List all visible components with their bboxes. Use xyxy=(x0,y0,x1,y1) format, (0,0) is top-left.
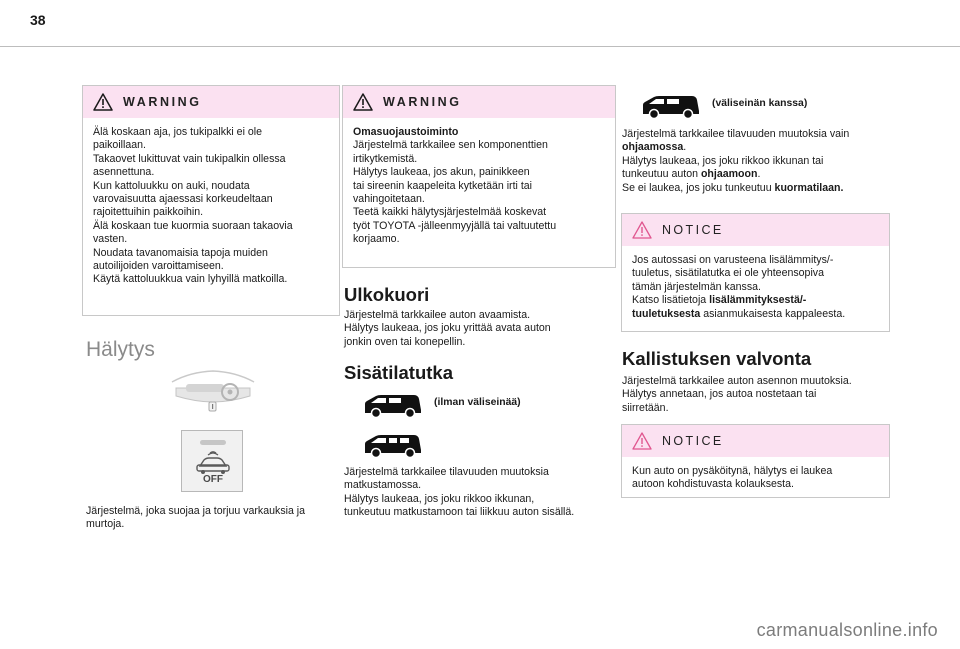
text-line: Älä koskaan aja, jos tukipalkki ei ole xyxy=(93,126,263,138)
text-line xyxy=(622,182,892,195)
text-line: Hälytys annetaan, jos autoa nostetaan tai xyxy=(622,388,817,401)
section-heading-sisatilatutka: Sisätilatutka xyxy=(344,362,453,383)
text-line: jonkin oven tai konepellin. xyxy=(344,335,466,348)
text-line: matkustamossa. xyxy=(344,479,422,492)
bold-term: ohjaamossa xyxy=(622,141,684,154)
text-line: Noudata tavanomaisia tapoja muiden xyxy=(93,246,268,259)
variant-label: (väliseinän kanssa) xyxy=(712,98,808,109)
warning-title: WARNING xyxy=(383,95,462,109)
warning-box-self-protection xyxy=(342,85,616,268)
text-line: varovaisuutta ajaessasi korkeudeltaan xyxy=(93,193,273,206)
warning-header xyxy=(83,86,339,118)
text-fragment: . xyxy=(683,141,687,154)
text-line xyxy=(632,308,879,321)
van-icon xyxy=(362,432,424,458)
text-line: tai sireenin kaapeleita kytketään irti tai xyxy=(353,179,533,192)
off-label: OFF xyxy=(203,474,223,485)
text-line: autoon kohdistuvasta kolauksesta. xyxy=(632,478,794,491)
text-line: Kun auto on pysäköitynä, hälytys ei laukea xyxy=(632,465,833,477)
ulkokuori-description xyxy=(344,309,618,349)
warning-box-support-bar xyxy=(82,85,340,316)
notice-box-heater xyxy=(621,213,890,332)
van-icon xyxy=(362,392,424,418)
page-number: 38 xyxy=(30,12,46,28)
text-line: murtoja. xyxy=(86,518,125,531)
text-line: Takaovet lukittuvat vain tukipalkin ollessa xyxy=(93,152,286,165)
notice-triangle-icon xyxy=(632,221,652,239)
variant-with-partition xyxy=(640,93,807,119)
text-line: asennettuna. xyxy=(93,166,155,179)
section-heading-kallistus: Kallistuksen valvonta xyxy=(622,348,812,369)
text-fragment: Se ei laukea, jos joku tunkeutuu xyxy=(622,181,775,194)
text-line xyxy=(632,294,879,307)
alarm-off-button-image xyxy=(181,430,243,492)
text-line: Järjestelmä tarkkailee auton avaamista. xyxy=(344,309,531,321)
van-icon-row xyxy=(362,432,424,458)
text-line: paikoillaan. xyxy=(93,139,147,152)
notice-triangle-icon xyxy=(632,432,652,450)
text-line xyxy=(622,141,892,154)
roof-console-illustration xyxy=(170,366,256,416)
bold-term: lisälämmityksestä/- xyxy=(709,294,807,307)
bold-term: tuuletuksesta xyxy=(632,307,701,320)
text-line: rajoitettuihin paikkoihin. xyxy=(93,206,204,219)
text-fragment: Katso lisätietoja xyxy=(632,294,710,307)
notice-text xyxy=(622,457,889,492)
text-line: tunkeutuu matkustamoon tai liikkuu auton sisällä. xyxy=(344,506,575,519)
text-line: Järjestelmä tarkkailee tilavuuden muutoksia vain xyxy=(622,128,850,140)
text-line: Hälytys laukeaa, jos akun, painikkeen xyxy=(353,166,530,179)
text-line: Älä koskaan tue kuormia suoraan takaovia xyxy=(93,219,293,232)
variant-without-partition xyxy=(362,392,521,418)
sisatilatutka-description xyxy=(344,466,618,520)
section-heading-halytys: Hälytys xyxy=(86,338,155,361)
notice-text xyxy=(622,246,889,321)
notice-title: NOTICE xyxy=(662,223,724,237)
text-line: Järjestelmä tarkkailee auton asennon muutoksia. xyxy=(622,375,852,387)
watermark: carmanualsonline.info xyxy=(756,620,938,640)
text-line: Hälytys laukeaa, jos joku yrittää avata auton xyxy=(344,322,551,335)
notice-title: NOTICE xyxy=(662,434,724,448)
text-fragment: . xyxy=(757,168,761,181)
text-line: Hälytys laukeaa, jos joku rikkoo ikkunan tai xyxy=(622,154,824,167)
text-line: vahingoitetaan. xyxy=(353,193,425,206)
kallistus-description xyxy=(622,375,892,415)
warning-header xyxy=(343,86,615,118)
section-heading-ulkokuori: Ulkokuori xyxy=(344,284,430,305)
text-line: tuuletus, sisätilatutka ei ole yhteensopiva xyxy=(632,267,824,280)
bold-term: kuormatilaan. xyxy=(774,181,844,194)
text-line: tämän järjestelmän kanssa. xyxy=(632,280,761,293)
bold-term: ohjaamoon xyxy=(700,168,758,181)
partition-description xyxy=(622,128,892,195)
text-line: Järjestelmä tarkkailee sen komponenttien xyxy=(353,139,548,152)
text-line: Teetä kaikki hälytysjärjestelmää koskevat xyxy=(353,206,547,219)
van-icon xyxy=(640,93,702,119)
text-line: Järjestelmä, joka suojaa ja torjuu varkauksia ja xyxy=(86,505,306,517)
text-line: työt TOYOTA -jälleenmyyjällä tai valtuutettu xyxy=(353,219,557,232)
warning-triangle-icon xyxy=(93,93,113,111)
text-fragment: tunkeutuu auton xyxy=(622,168,701,181)
text-line xyxy=(622,168,892,181)
halytys-description xyxy=(86,505,344,532)
text-line: korjaamo. xyxy=(353,233,400,246)
text-fragment: asianmukaisesta kappaleesta. xyxy=(700,307,846,320)
text-line: Järjestelmä tarkkailee tilavuuden muutoksia xyxy=(344,466,549,478)
warning-text xyxy=(343,118,615,247)
text-line: Käytä kattoluukkua vain lyhyillä matkoilla. xyxy=(93,273,288,286)
warning-text xyxy=(83,118,339,287)
notice-header xyxy=(622,425,889,457)
notice-header xyxy=(622,214,889,246)
variant-label: (ilman väliseinää) xyxy=(434,397,521,408)
warning-triangle-icon xyxy=(353,93,373,111)
text-line: Jos autossasi on varusteena lisälämmitys/- xyxy=(632,254,834,266)
text-line: Kun kattoluukku on auki, noudata xyxy=(93,179,250,192)
text-line: vasten. xyxy=(93,233,128,246)
text-line: autoilijoiden varoittamiseen. xyxy=(93,260,224,273)
warning-title: WARNING xyxy=(123,95,202,109)
notice-box-parked xyxy=(621,424,890,498)
text-line: siirretään. xyxy=(622,401,669,414)
text-line: irtikytkemistä. xyxy=(353,152,418,165)
header-divider xyxy=(0,46,960,47)
text-line: Hälytys laukeaa, jos joku rikkoo ikkunan, xyxy=(344,492,535,505)
text-line-bold: Omasuojaustoiminto xyxy=(353,126,459,138)
